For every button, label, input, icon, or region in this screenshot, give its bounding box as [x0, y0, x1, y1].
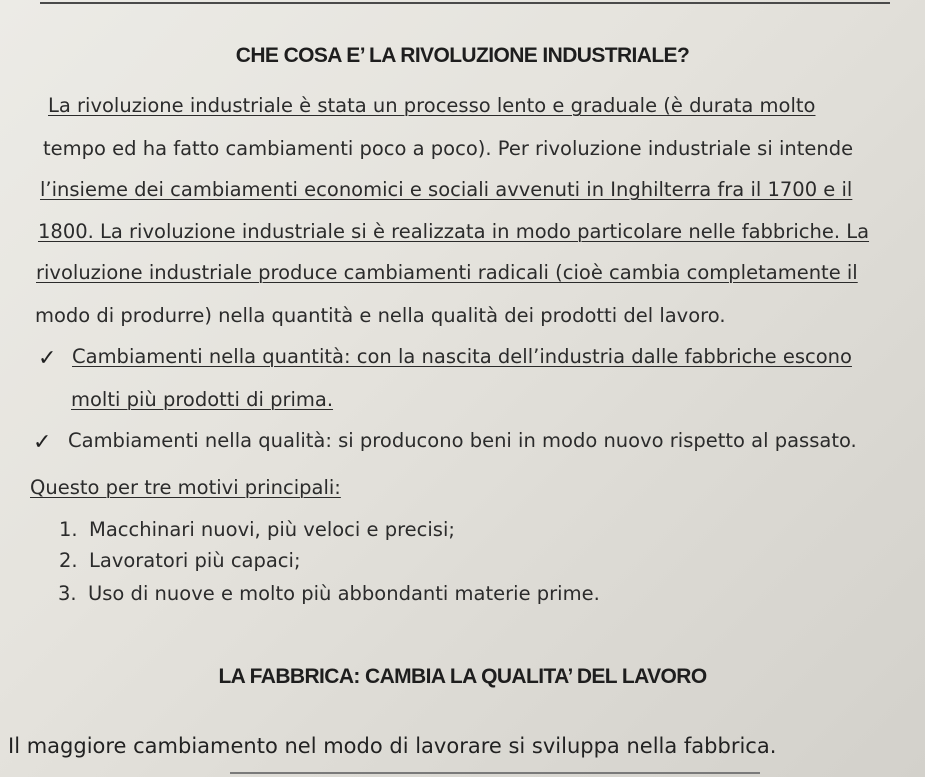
section-title: LA FABBRICA: CAMBIA LA QUALITA’ DEL LAVORO — [218, 665, 707, 688]
checkmark-icon: ✓ — [33, 430, 52, 455]
checklist-item-quantity: Cambiamenti nella quantità: con la nascita dell’industria dalle fabbriche escono — [72, 345, 852, 368]
reason-number: 3. — [58, 582, 77, 605]
reason-item-1: Macchinari nuovi, più veloci e precisi; — [89, 518, 455, 541]
paragraph-line-6: modo di produrre) nella quantità e nella qualità dei prodotti del lavoro. — [35, 304, 726, 327]
paragraph-line-5: rivoluzione industriale produce cambiamenti radicali (cioè cambia completamente il — [36, 261, 858, 284]
reason-item-3: Uso di nuove e molto più abbondanti materie prime. — [88, 582, 600, 605]
checkmark-icon: ✓ — [38, 346, 57, 371]
reason-item-2: Lavoratori più capaci; — [89, 549, 301, 572]
reason-number: 1. — [59, 518, 78, 541]
section-text: Il maggiore cambiamento nel modo di lavorare si sviluppa nella fabbrica. — [8, 734, 777, 758]
paragraph-line-1: La rivoluzione industriale è stata un processo lento e graduale (è durata molto — [48, 94, 816, 117]
checklist-item-quality: Cambiamenti nella qualità: si producono beni in modo nuovo rispetto al passato. — [68, 429, 857, 452]
reasons-intro: Questo per tre motivi principali: — [30, 476, 341, 499]
paragraph-line-3: l’insieme dei cambiamenti economici e sociali avvenuti in Inghilterra fra il 1700 e il — [40, 178, 853, 201]
top-rule — [40, 2, 890, 4]
checklist-item-quantity-cont: molti più prodotti di prima. — [71, 388, 334, 411]
reason-number: 2. — [59, 549, 78, 572]
paragraph-line-4: 1800. La rivoluzione industriale si è realizzata in modo particolare nelle fabbriche. La — [38, 220, 870, 243]
paragraph-line-2: tempo ed ha fatto cambiamenti poco a poco). Per rivoluzione industriale si intende — [43, 137, 854, 160]
page-title: CHE COSA E’ LA RIVOLUZIONE INDUSTRIALE? — [235, 44, 690, 67]
bottom-rule — [230, 772, 760, 774]
